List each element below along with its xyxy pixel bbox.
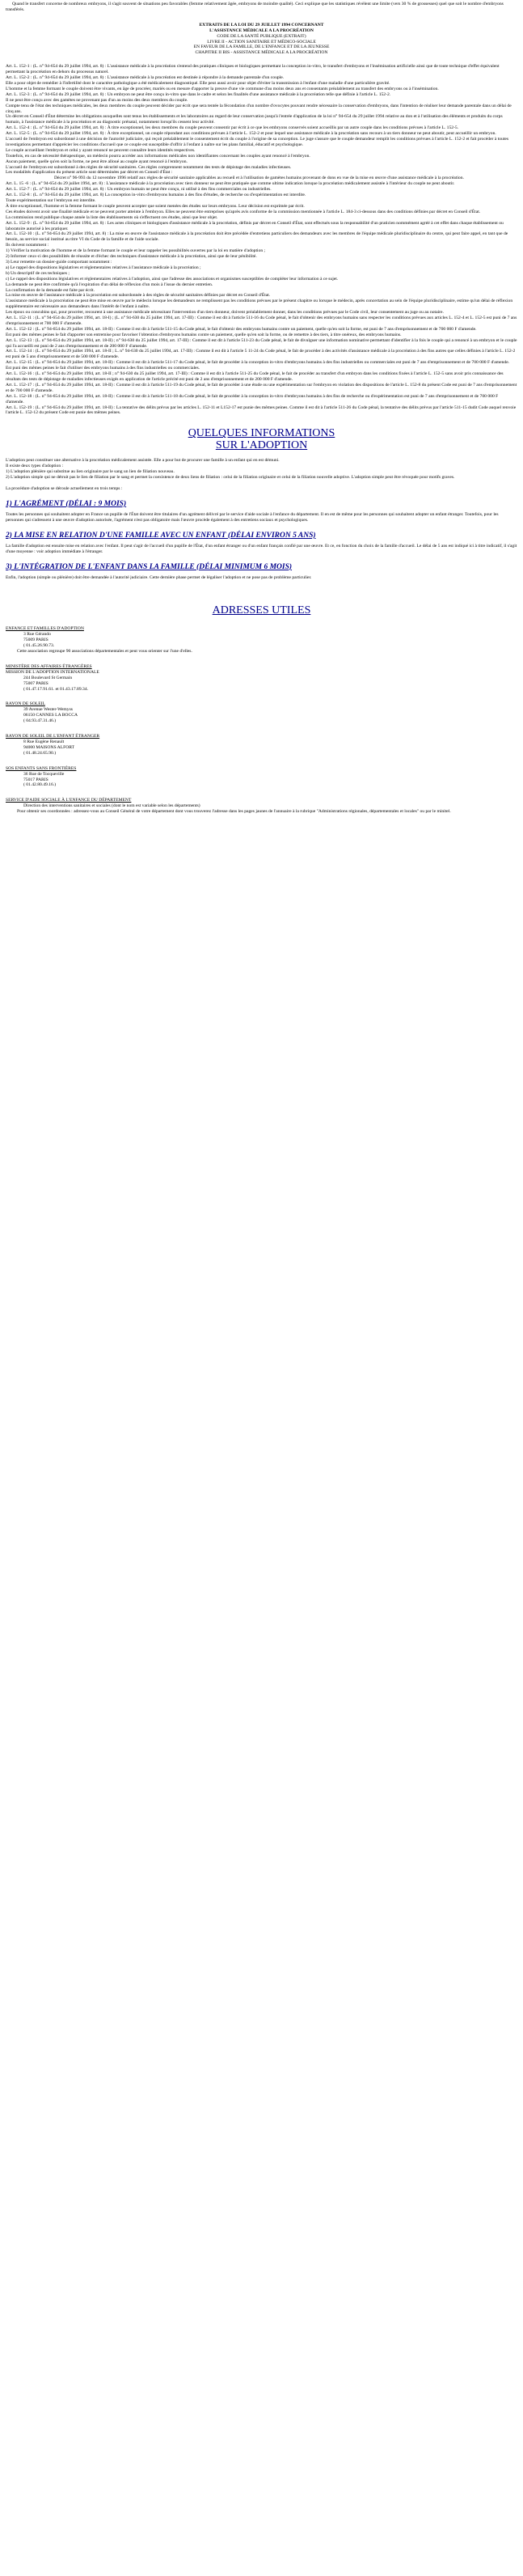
article-paragraph: b) Un descriptif de ces techniques ; <box>6 270 70 276</box>
address-org: MISSION DE L'ADOPTION INTERNATIONALE <box>6 669 99 675</box>
article-paragraph: La mise en œuvre de l'assistance médicale à la procréation est subordonnée à des règles de sécurité sanitaires définies par décret en Conseil d'État. <box>6 293 271 299</box>
article-paragraph: À titre exceptionnel, l'homme et la femme formant le couple peuvent accepter que soient menées des études sur leurs embryons. Leur décision est exprimée par écrit. <box>6 203 305 209</box>
adoption-info-title-line: SUR L'ADOPTION <box>215 439 308 452</box>
article-paragraph: Art. L. 152-2 : (L. n° 94-654 du 29 juillet 1994, art. 8) : L'assistance médicale à la procréation est destinée à répondre à la demande parentale d'un couple. <box>6 75 285 81</box>
step-text: Enfin, l'adoption (simple ou plénière) doit être demandée à l'autorité judiciaire. Cette dernière phase permet de légaliser l'adoption et ne pose pas de problème particulier. <box>6 574 312 580</box>
step-heading: 3) L'INTÉGRATION DE L'ENFANT DANS LA FAMILLE (DÉLAI MINIMUM 6 MOIS) <box>6 562 293 571</box>
address-block <box>6 664 517 693</box>
addresses-list <box>6 626 517 815</box>
article-paragraph: L'accueil de l'embryon est subordonné à des règles de sécurité sanitaires. Ces règles comprennent notamment des tests de dépistage des maladies infectieuses. <box>6 164 292 170</box>
article-paragraph: Est puni des mêmes peines le fait d'apporter son entremise pour favoriser l'obtention d'embryons humains contre un paiement, quelle qu'en soit la forme, ou de remettre à des tiers, à titre onéreux, des embryons humains. <box>6 332 402 337</box>
address-line: ( 01.45.26.90.73. <box>23 643 55 649</box>
address-line: 06150 CANNES LA BOCCA <box>23 713 78 718</box>
article-paragraph: Art. L. 152-8 : (L. n° 94-654 du 29 juillet 1994, art. 8) La conception in-vitro d'embryons humains à des fins d'études, de recherche ou d'expérimentation est interdite. <box>6 193 306 198</box>
law-articles <box>6 64 517 416</box>
article-paragraph: c) Le rappel des dispositions législatives et réglementaires relatives à l'adoption, ainsi que l'adresse des associations et organismes susceptibles de compléter leur information à ce sujet. <box>6 276 339 282</box>
address-block <box>6 766 517 789</box>
article-paragraph: Art. L. 152-14 : (L. n° 94-654 du 29 juillet 1994, art. 18-II ; L. n° 94-630 du 25 juillet 1994, art. 17-III) : Comme il est dit à l'article 5 11-24 du Code pénal, le fait de procéder à des activités d'assistance médicale à la procréation à des fins autres que celles définies à l'article L. 152-2 est puni de 5 ans d'emprisonnement et de 500 000 F d'amende. <box>6 349 516 360</box>
info-paragraph: L'adoption peut constituer une alternative à la procréation médicalement assistée. Elle a pour but de procurer une famille à un enfant qui en est démuni. <box>6 458 280 464</box>
article-paragraph: Elle a pour objet de remédier à l'infertilité dont le caractère pathologique a été médicalement diagnostiqué. Elle peut aussi avoir pour objet d'éviter la transmission à l'enfant d'une maladie d'une particulière gravité. <box>6 80 390 86</box>
law-heading-line: CODE DE LA SANTÉ PUBLIQUE (EXTRAIT) <box>217 33 306 39</box>
info-paragraph: 1) L'adoption plénière qui substitue au lien originaire par le sang un lien de filiation nouveau. <box>6 469 175 475</box>
address-line: 75017 PARIS <box>23 777 49 782</box>
address-line: ( 01.48.24.65.90.) <box>23 750 57 756</box>
article-paragraph: Le couple accueillant l'embryon et celui y ayant renoncé ne peuvent connaître leurs identités respectives. <box>6 147 196 153</box>
procedure-steps <box>6 500 517 581</box>
addresses-title: ADRESSES UTILES <box>212 604 311 617</box>
law-heading-line: CHAPITRE II BIS - ASSISTANCE MÉDICALE A LA PROCRÉATION <box>195 50 328 56</box>
address-org: SERVICE D'AIDE SOCIALE À L'ENFANCE DU DÉPARTEMENT <box>6 798 132 803</box>
address-line: ( 01.47.17.91.61. et 01.43.17.89.34. <box>23 686 89 692</box>
info-paragraph: Il existe deux types d'adoption : <box>6 464 64 469</box>
intro-paragraph: Quand le transfert concerne de nombreux embryons, il s'agit souvent de situations peu favorables (femme relativement âgée, embryons de moindre qualité). Ceci explique que les statistiques révèlent une limite (vers 30 % de grossesses) quel que soit le nombre d'embryons transférés. <box>6 2 504 12</box>
article-paragraph: Art. L. 152-15 : (L. n° 94-654 du 29 juillet 1994, art. 18-II) : Comme il est dit à l'article 511-17 du Code pénal, le fait de procéder à la conception in-vitro d'embryons humains à des fins industrielles ou commerciales est puni de 7 ans d'emprisonnement et de 700 000 F d'amende. <box>6 360 510 366</box>
article-paragraph: a) Le rappel des dispositions législatives et réglementaires relatives à l'assistance médicale à la procréation ; <box>6 265 201 270</box>
article-paragraph: La commission rend publique chaque année la liste des établissements où s'effectuent ces études, ainsi que leur objet. <box>6 214 218 220</box>
article-paragraph: Ces études doivent avoir une finalité médicale et ne peuvent porter atteinte à l'embryon. Elles ne peuvent être entreprises qu'après avis conforme de la commission mentionnée à l'article L. 184-3 ci-dessous dans des conditions définies par décret en Conseil d'État. <box>6 209 481 214</box>
step-heading: 2) LA MISE EN RELATION D'UNE FAMILLE AVEC UN ENFANT (DÉLAI ENVIRON 5 ANS) <box>6 531 316 540</box>
article-paragraph: Art. L. 152-16 : (L. n° 94-654 du 29 juillet 1994, art. 18-II ; n° 94-630 du 25 juillet 1994, art. 17-III) : Comme il est dit à l'article 511-25 du Code pénal, le fait de procéder au transfert d'un embryon dans les conditions fixées à l'article L. 152-5 sans avoir pris connaissance des résultats des tests de dépistage de maladies infectieuses exigés en application de l'article précité est puni de 2 ans d'emprisonnement et de 200 000 F d'amende. <box>6 371 504 382</box>
article-paragraph: Compte tenu de l'état des techniques médicales, les deux membres du couple peuvent décider par écrit que sera tentée la fécondation d'un nombre d'ovocytes pouvant rendre nécessaire la conservation d'embryons, dans l'intention de réaliser leur demande parentale dans un délai de cinq ans. <box>6 103 512 114</box>
address-org: ENFANCE ET FAMILLES D'ADOPTION <box>6 626 84 632</box>
article-paragraph: 2) Informer ceux-ci des possibilités de réussite et d'échec des techniques d'assistance médicale à la procréation, ainsi que de leur pénibilité. <box>6 254 257 260</box>
address-org: RAYON DE SOLEIL <box>6 701 45 707</box>
article-paragraph: Aucun paiement, quelle qu'en soit la forme, ne peut être alloué au couple ayant renoncé à l'embryon. <box>6 159 188 164</box>
law-heading-line: EN FAVEUR DE LA FAMILLE, DE L'ENFANCE ET DE LA JEUNESSE <box>193 44 330 50</box>
address-line: 75007 PARIS <box>23 680 49 686</box>
step-text: La famille d'adoption est ensuite mise en relation avec l'enfant. Il peut s'agir de l'accueil d'un pupille de l'État, d'un enfant étranger ou d'un enfant français confié par une œuvre. Et ce, en fonction du choix de la famille d'accueil. Le délai de 5 ans est indiqué ici à titre indicatif, il s'agit d'une moyenne : voir adoption immédiate à l'étranger. <box>6 543 517 554</box>
article-paragraph: Toutefois, en cas de nécessité thérapeutique, un médecin pourra accéder aux informations médicales non identifiantes concernant les couples ayant renoncé à l'embryon. <box>6 153 310 159</box>
step-heading: 1) L'AGRÉMENT (DÉLAI : 9 MOIS) <box>6 499 127 508</box>
article-paragraph: Les époux ou concubins qui, pour procréer, recourent à une assistance médicale nécessitant l'intervention d'un tiers donneur, doivent préalablement donner, dans les conditions prévues par le Code civil, leur consentement au juge ou au notaire. <box>6 310 444 316</box>
law-heading-line: LIVRE II - ACTION SANITAIRE ET MÉDICO-SOCIALE <box>207 39 316 44</box>
article-paragraph: Art. L. 152-17 : (L. n° 94-654 du 29 juillet 1994, art. 18-II) : Comme il est dit à l'article 511-19 du Code pénal, le fait de procéder à une étude ou une expérimentation sur l'embryon en violation des dispositions de l'article L. 152-8 du présent Code est puni de 7 ans d'emprisonnement et de 700 000 F d'amende. <box>6 382 517 393</box>
address-line: 36 Rue de Tocqueville <box>23 771 65 777</box>
article-paragraph: Art. L. 152-1 : (L. n° 94-654 du 29 juillet 1994, art. 8) : L'assistance médicale à la procréation s'entend des pratiques cliniques et biologiques permettant la conception in-vitro, le transfert d'embryons et l'insémination artificielle ainsi que de toute technique d'effet équivalent permettant la procréation en dehors du processus naturel. <box>6 64 500 75</box>
article-paragraph: 3) Leur remettre un dossier-guide comportant notamment : <box>6 259 112 265</box>
address-block <box>6 701 517 724</box>
address-line: 244 Boulevard St Germain <box>23 675 73 680</box>
address-line: Direction des interventions sanitaires et sociales (dont le nom est variable selon les départements) <box>23 803 200 809</box>
article-paragraph: Art. L. 152-12 : (L. n° 94-654 du 29 juillet 1994, art. 18-II) : Comme il est dit à l'article 511-15 du Code pénal, le fait d'obtenir des embryons humains contre un paiement, quelle qu'en soit la forme, est puni de 7 ans d'emprisonnement et de 700 000 F d'amende. <box>6 326 477 332</box>
adoption-info-title <box>6 427 517 451</box>
address-note: Cette association regroupe 90 associations départementales et peut vous orienter sur l'une d'elles. <box>17 649 192 655</box>
address-line: 3 Rue Gérando <box>23 632 51 638</box>
step-text: Toutes les personnes qui souhaitent adopter en France un pupille de l'État doivent être titulaires d'un agrément délivré par le service d'aide sociale à l'enfance du département. Il en est de même pour les personnes qui souhaitent adopter un enfant étranger. Toutefois, pour les personnes qui s'adressent à une œuvre d'adoption autorisée, l'agrément n'est pas obligatoire mais l'œuvre procède également à des entretiens sociaux et psychologiques. <box>6 511 499 523</box>
address-block <box>6 734 517 756</box>
article-paragraph: Décret n° 96-993 du 12 novembre 1996 relatif aux règles de sécurité sanitaire applicables au recueil et à l'utilisation de gamètes humains provenant de dons en vue de la mise en œuvre d'une assistance médicale à la procréation. <box>54 176 464 181</box>
article-paragraph: Art. L. 152-18 : (L. n° 94-654 du 29 juillet 1994, art. 18-II) : Comme il est dit à l'article 511-18 du Code pénal, le fait de procéder à la conception in-vitro d'embryons humains à des fins de recherche ou d'expérimentation est puni de 7 ans d'emprisonnement et de 700 000 F d'amende. <box>6 393 499 405</box>
adoption-info-title-line: QUELQUES INFORMATIONS <box>188 427 335 440</box>
article-paragraph: 1) Vérifier la motivation de l'homme et de la femme formant le couple et leur rappeler les possibilités ouvertes par la loi en matière d'adoption ; <box>6 248 266 254</box>
law-heading-line: EXTRAITS DE LA LOI DU 29 JUILLET 1994 CONCERNANT <box>199 22 324 28</box>
info-paragraph: 2) L'adoption simple qui ne détruit pas le lien de filiation par le sang et permet la coexistence de deux liens de filiation : celui de la filiation originaire et celui de la filiation nouvelle adoptive. L'adoption simple peut être révoquée pour motifs graves. <box>6 475 455 481</box>
article-paragraph: Art. L. 152-3 : (L. n° 94-654 du 29 juillet 1994, art. 8) : Un embryon ne peut être conçu in-vitro que dans le cadre et selon les finalités d'une assistance médicale à la procréation telle que définie à l'article L. 152-2. <box>6 91 391 97</box>
address-line: 8 Rue Eugène Renault <box>23 739 65 744</box>
article-paragraph: Art. L. 152-13 : (L. n° 94-654 du 29 juillet 1994, art. 18-II) ; n° 94-630 du 25 juillet 1994, art. 17-III) : Comme il est dit à l'article 511-23 du Code pénal, le fait de divulguer une information nominative permettant d'identifier à la fois le couple qui a renoncé à un embryon et le couple qui l'a accueilli est puni de 2 ans d'emprisonnement et de 200 000 F d'amende. <box>6 337 517 349</box>
address-line: 94000 MAISONS ALFORT <box>23 744 75 750</box>
article-paragraph: L'homme et la femme formant le couple doivent être vivants, en âge de procréer, mariés ou en mesure d'apporter la preuve d'une vie commune d'au moins deux ans et consentants préalablement au transfert des embryons ou à l'insémination. <box>6 86 439 91</box>
article-paragraph: Art. L. 152-19 : (L. n° 94-654 du 29 juillet 1994, art. 18-II) : La tentative des délits prévus par les articles L. 152-11 et L152-17 est punie des mêmes peines. Comme il est dit à l'article 511-26 du Code pénal, la tentative des délits prévus par l'article 511-15 dudit Code auquel renvoie l'article L. 152-12 du présent Code est punie des mêmes peines. <box>6 405 517 416</box>
article-paragraph: La demande ne peut être confirmée qu'à l'expiration d'un délai de réflexion d'un mois à l'issue du dernier entretien. <box>6 282 213 287</box>
article-paragraph: Il ne peut être conçu avec des gamètes ne provenant pas d'un au moins des deux membres du couple. <box>6 97 188 103</box>
document-page <box>0 0 523 815</box>
article-paragraph: Est puni des mêmes peines le fait d'utiliser des embryons humains à des fins industrielles ou commerciales. <box>6 366 200 371</box>
article-paragraph: Un décret en Conseil d'État détermine les obligations auxquelles sont tenus les établissements et les laboratoires au regard de leur conservation jusqu'à l'entrée d'application de la loi n° 94-654 du 29 juillet 1994 relative au don et à l'utilisation des éléments et produits du corps humain, à l'assistance médicale à la procréation et au diagnostic prénatal, notamment lorsqu'ils cessent leur activité. <box>6 114 503 125</box>
article-paragraph: Art. L. 152-4 : (L. n° 94-654 du 29 juillet 1994, art. 8) : À titre exceptionnel, les deux membres du couple peuvent consentir par écrit à ce que les embryons conservés soient accueillis par un autre couple dans les conditions prévues à l'article L. 152-5. <box>6 125 459 131</box>
article-paragraph: Art. L. 152-11 : (L. n° 94-654 du 29 juillet 1994, art. 18-I) ; (L. n° 94-630 du 25 juillet 1994, art. 17-III) : Comme il est dit à l'article 511-16 du Code pénal, le fait d'obtenir des embryons humains sans respecter les conditions prévues aux articles L. 152-4 et L. 152-5 est puni de 7 ans d'emprisonnement et 700 000 F d'amende. <box>6 316 517 326</box>
address-block <box>6 626 517 655</box>
address-line: 75009 PARIS <box>23 638 49 643</box>
address-line: ( 01.42.80.49.16.) <box>23 782 57 788</box>
article-paragraph: Art. L. 152-5 : (L. n° 94-654 du 29 juillet 1994, art. 8) : À titre exceptionnel, un couple répondant aux conditions prévues à l'article L. 152-2 et pour lequel une assistance médicale à la procréation sans recours à un tiers donneur ne peut aboutir, peut accueillir un embryon. <box>6 131 496 137</box>
address-block <box>6 798 517 815</box>
adoption-info <box>6 458 517 492</box>
address-org: RAYON DE SOLEIL DE L'ENFANT ÉTRANGER <box>6 734 100 739</box>
article-paragraph: Art. L. 152-9 : (L. n° 94-654 du 29 juillet 1994, art. 8) : Les actes cliniques et biologiques d'assistance médicale à la procréation, définis par décret en Conseil d'État, sont effectués sous la responsabilité d'un praticien nommément agréé à cet effet dans chaque établissement ou laboratoire autorisé à les pratiquer. <box>6 220 504 231</box>
article-paragraph: L'accueil de l'embryon est subordonné à une décision de l'autorité judiciaire, qui reçoit préalablement le consentement écrit du couple à l'origine de sa conception. Le juge s'assure que le couple demandeur remplit les conditions prévues à l'article L. 152-2 et fait procéder à toutes investigations permettant d'apprécier les conditions d'accueil que ce couple est susceptible d'offrir à l'enfant à naître sur les plans familial, éducatif et psychologique. <box>6 137 509 147</box>
article-paragraph: Art. L. 152-7 : (L. n° 94-654 du 29 juillet 1994, art. 8) : Un embryon humain ne peut être conçu, ni utilisé à des fins commerciales ou industrielles. <box>6 187 272 193</box>
article-paragraph: L'assistance médicale à la procréation ne peut être mise en œuvre par le médecin lorsque les demandeurs ne remplissent pas les conditions prévues par le présent chapitre ou lorsque le médecin, après concertation au sein de l'équipe pluridisciplinaire, estime qu'un délai de réflexion supplémentaire est nécessaire aux demandeurs dans l'intérêt de l'enfant à naître. <box>6 299 513 310</box>
article-paragraph: Toute expérimentation sur l'embryon est interdite. <box>6 198 96 203</box>
procedure-intro: La procédure d'adoption se déroule actuellement en trois temps : <box>6 485 123 491</box>
law-heading-line: L'ASSISTANCE MÉDICALE A LA PROCRÉATION <box>209 28 314 33</box>
article-paragraph: Ils doivent notamment : <box>6 243 49 248</box>
address-line: ( 04.93.47.31.46.) <box>23 718 57 724</box>
article-paragraph: La confirmation de la demande est faite par écrit. <box>6 287 95 293</box>
article-paragraph: Art. L. 152-10 : (L. n° 94-654 du 29 juillet 1994, art. 8) : La mise en œuvre de l'assistance médicale à la procréation doit être précédée d'entretiens particuliers des demandeurs avec les membres de l'équipe médicale pluridisciplinaire du centre, qui peut faire appel, en tant que de besoin, au service social institué au titre VI du Code de la famille et de l'aide sociale. <box>6 231 508 243</box>
article-paragraph: Les modalités d'application du présent article sont déterminées par décret en Conseil d'État : <box>6 170 173 176</box>
address-line: 39 Avenue Wester-Wemyss <box>23 707 73 713</box>
address-org: SOS ENFANTS SANS FRONTIÈRES <box>6 765 77 771</box>
address-org: MINISTÈRE DES AFFAIRES ÉTRANGÈRES <box>6 663 92 669</box>
law-heading <box>6 23 517 56</box>
address-note: Pour obtenir ses coordonnées : adressez-vous au Conseil Général de votre département dont vous trouverez l'adresse dans les pages jaunes de l'annuaire à la rubrique "Administrations régionales, départementales et locales" ou par le minitel. <box>17 809 451 815</box>
article-paragraph: Art. L. 15 -6 : (L. n° 94-654 du 29 juillet 1994, art. 8) : L'assistance médicale à la procréation avec tiers donneur ne peut être pratiquée que comme ultime indication lorsque la procréation médicalement assistée à l'intérieur du couple ne peut aboutir. <box>6 181 455 187</box>
